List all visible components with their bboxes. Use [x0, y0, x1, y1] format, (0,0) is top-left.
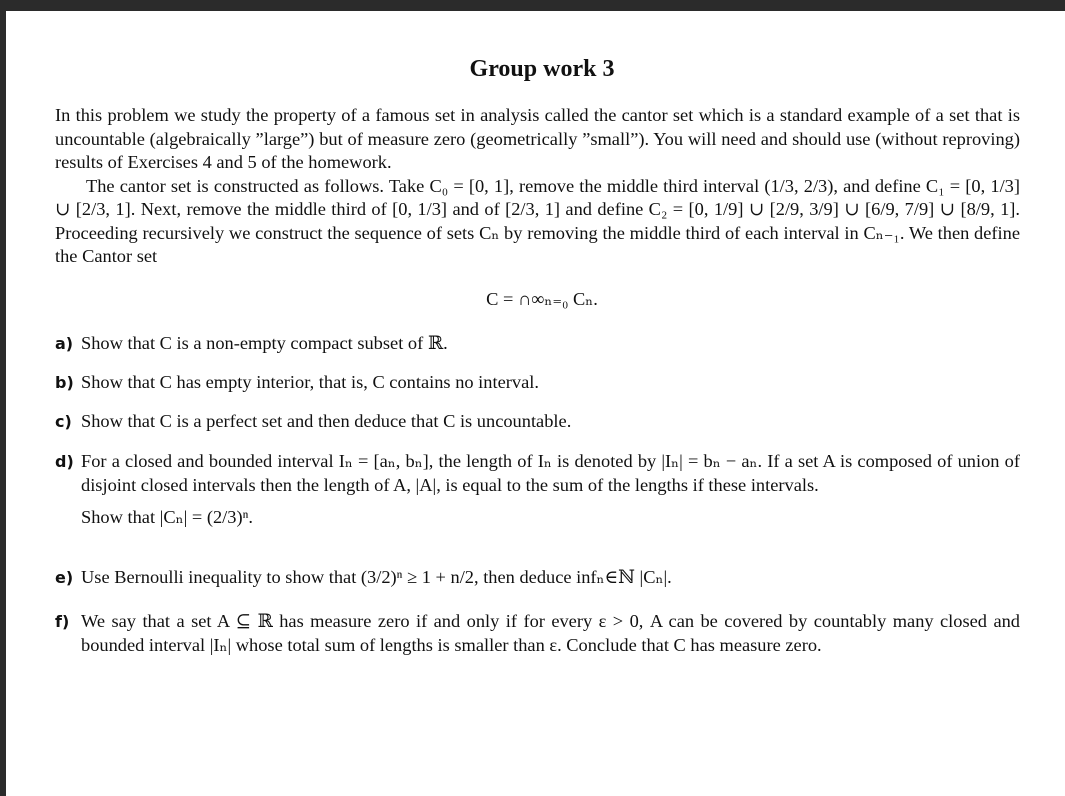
item-label: d)	[55, 452, 74, 471]
item-e	[55, 566, 1020, 590]
page-title: Group work 3	[469, 56, 615, 82]
item-text: For a closed and bounded interval Iₙ = [aₙ, bₙ], the length of Iₙ is denoted by |Iₙ| = bₙ − aₙ. If a set A is composed of union of disjoint closed intervals then the length of A, |A|, is equal to the sum of the lengths if these intervals.	[81, 451, 1020, 495]
item-b	[55, 371, 1020, 395]
item-text: Use Bernoulli inequality to show that (3/2)ⁿ ≥ 1 + n/2, then deduce infₙ∈ℕ |Cₙ|.	[81, 567, 672, 587]
item-text: Show that C is a perfect set and then deduce that C is uncountable.	[81, 411, 572, 431]
item-text: We say that a set A ⊆ ℝ has measure zero if and only if for every ε > 0, A can be covered by countably many closed and bounded interval |Iₙ| whose total sum of lengths is smaller than ε. Conclude that C has measure zero.	[81, 611, 1020, 655]
item-d	[55, 450, 1020, 530]
item-f	[55, 610, 1020, 657]
item-label: e)	[55, 568, 74, 587]
item-text: Show that C is a non-empty compact subset of ℝ.	[81, 333, 448, 353]
item-label: a)	[55, 334, 74, 353]
item-label: c)	[55, 412, 72, 431]
intro-paragraph-1: In this problem we study the property of a famous set in analysis called the cantor set which is a standard example of a set that is uncountable (algebraically ”large”) but of measure zero (geometrically ”small”). You will need and should use (without reproving) results of Exercises 4 and 5 of the homework.	[55, 105, 1020, 172]
item-label: b)	[55, 373, 74, 392]
item-text: Show that C has empty interior, that is, C contains no interval.	[81, 372, 539, 392]
item-c	[55, 410, 1020, 434]
item-a	[55, 332, 1020, 356]
intro-paragraph-2: The cantor set is constructed as follows. Take C₀ = [0, 1], remove the middle third interval (1/3, 2/3), and define C₁ = [0, 1/3] ∪ [2/3, 1]. Next, remove the middle third of [0, 1/3] and of [2/3, 1] and define C₂ = [0, 1/9] ∪ [2/9, 3/9] ∪ [6/9, 7/9] ∪ [8/9, 1]. Proceeding recursively we construct the sequence of sets Cₙ by removing the middle third of each interval in Cₙ₋₁. We then define the Cantor set	[55, 175, 1020, 266]
intro-text	[55, 104, 1020, 269]
cantor-set-definition: C = ∩∞ₙ₌₀ Cₙ.	[486, 289, 598, 309]
item-label: f)	[55, 612, 70, 631]
item-formula: Show that |Cₙ| = (2/3)ⁿ.	[81, 507, 253, 527]
document-page	[6, 11, 1065, 796]
